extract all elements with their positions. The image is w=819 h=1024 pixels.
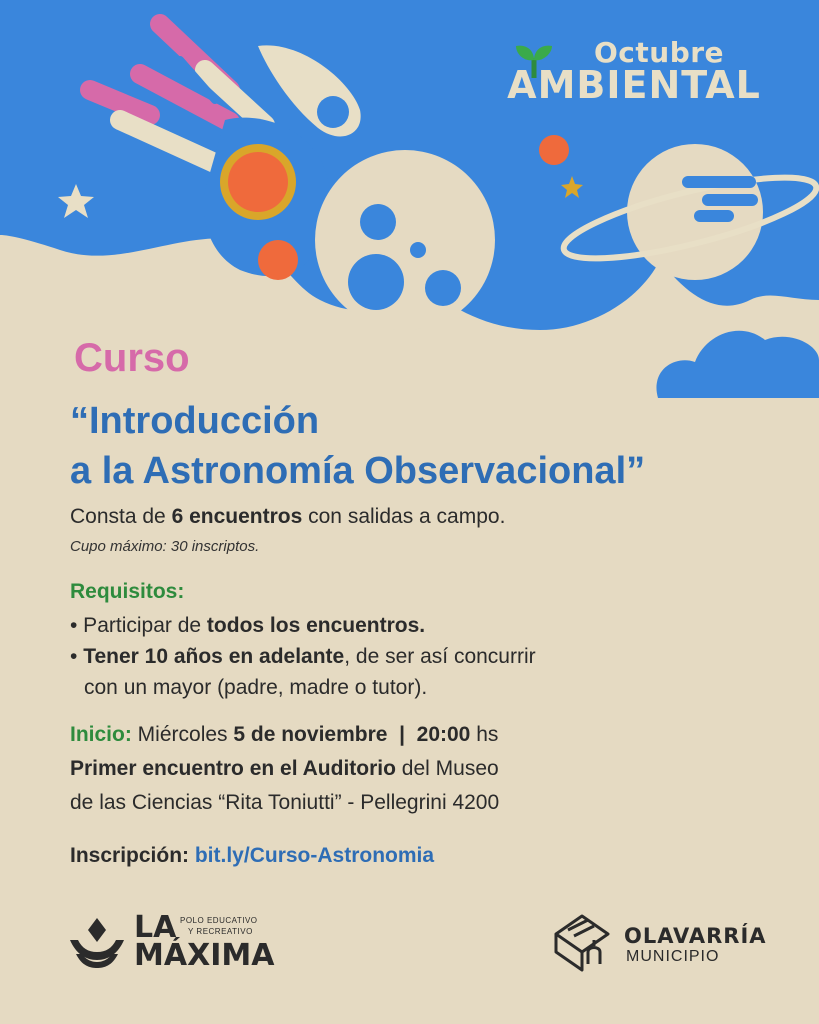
octubre-ambiental-badge — [484, 36, 784, 107]
inicio-block — [70, 718, 499, 820]
desc-pre: Consta de — [70, 505, 172, 528]
req1-pre: • Participar de — [70, 614, 207, 637]
inscripcion-link[interactable]: bit.ly/Curso-Astronomia — [194, 844, 435, 867]
la-maxima-name: MÁXIMA — [134, 938, 275, 973]
inicio-time: 20:00 — [416, 723, 471, 746]
cloud — [656, 331, 819, 398]
inscripcion-line — [70, 844, 434, 868]
badge-small-text: Octubre — [593, 36, 725, 69]
place-line-2: de las Ciencias “Rita Toniutti” - Pellegrini 4200 — [70, 791, 500, 814]
course-kicker: Curso — [74, 336, 190, 380]
la-maxima-la: LA — [134, 910, 177, 945]
requisitos-heading: Requisitos: — [70, 580, 185, 603]
olavarria-sub: MUNICIPIO — [626, 948, 720, 965]
inscripcion-label: Inscripción: — [70, 844, 195, 867]
inicio-separator: | — [387, 723, 417, 746]
inicio-date: 5 de noviembre — [233, 723, 388, 746]
desc-bold: 6 encuentros — [171, 505, 303, 528]
course-title-line1: “Introducción — [70, 400, 320, 442]
badge-big-text: AMBIENTAL — [507, 63, 761, 107]
place-bold: Primer encuentro en el Auditorio — [70, 757, 396, 780]
olavarria-logo — [548, 910, 768, 976]
course-title — [70, 396, 645, 496]
requisitos-list — [70, 610, 536, 703]
requisito-item-2 — [70, 641, 536, 672]
req2-bullet: • — [70, 645, 84, 668]
inicio-label: Inicio: — [70, 723, 132, 746]
req2-post: , de ser así concurrir — [344, 645, 536, 668]
moon — [315, 150, 495, 330]
requisito-item-1 — [70, 610, 536, 641]
req2-bold: Tener 10 años en adelante — [83, 645, 345, 668]
requisito-item-2-continued: con un mayor (padre, madre o tutor). — [84, 676, 428, 699]
desc-post: con salidas a campo. — [302, 505, 506, 528]
la-maxima-sub1: POLO EDUCATIVO — [180, 916, 258, 925]
ringed-planet — [627, 144, 763, 280]
req1-bold: todos los encuentros. — [206, 614, 426, 637]
inicio-day: Miércoles — [131, 723, 234, 746]
cupo-maximo: Cupo máximo: 30 inscriptos. — [70, 538, 260, 555]
la-maxima-sub2: Y RECREATIVO — [188, 927, 253, 936]
inicio-line — [70, 718, 499, 752]
inicio-hs: hs — [470, 723, 499, 746]
la-maxima-icon — [66, 914, 128, 970]
olavarria-name: OLAVARRÍA — [624, 924, 767, 948]
olavarria-icon — [548, 912, 614, 974]
place-line-1 — [70, 752, 499, 786]
course-description — [70, 505, 505, 529]
place-rest: del Museo — [395, 757, 499, 780]
course-title-line2: a la Astronomía Observacional” — [70, 450, 646, 492]
la-maxima-logo — [66, 912, 306, 972]
